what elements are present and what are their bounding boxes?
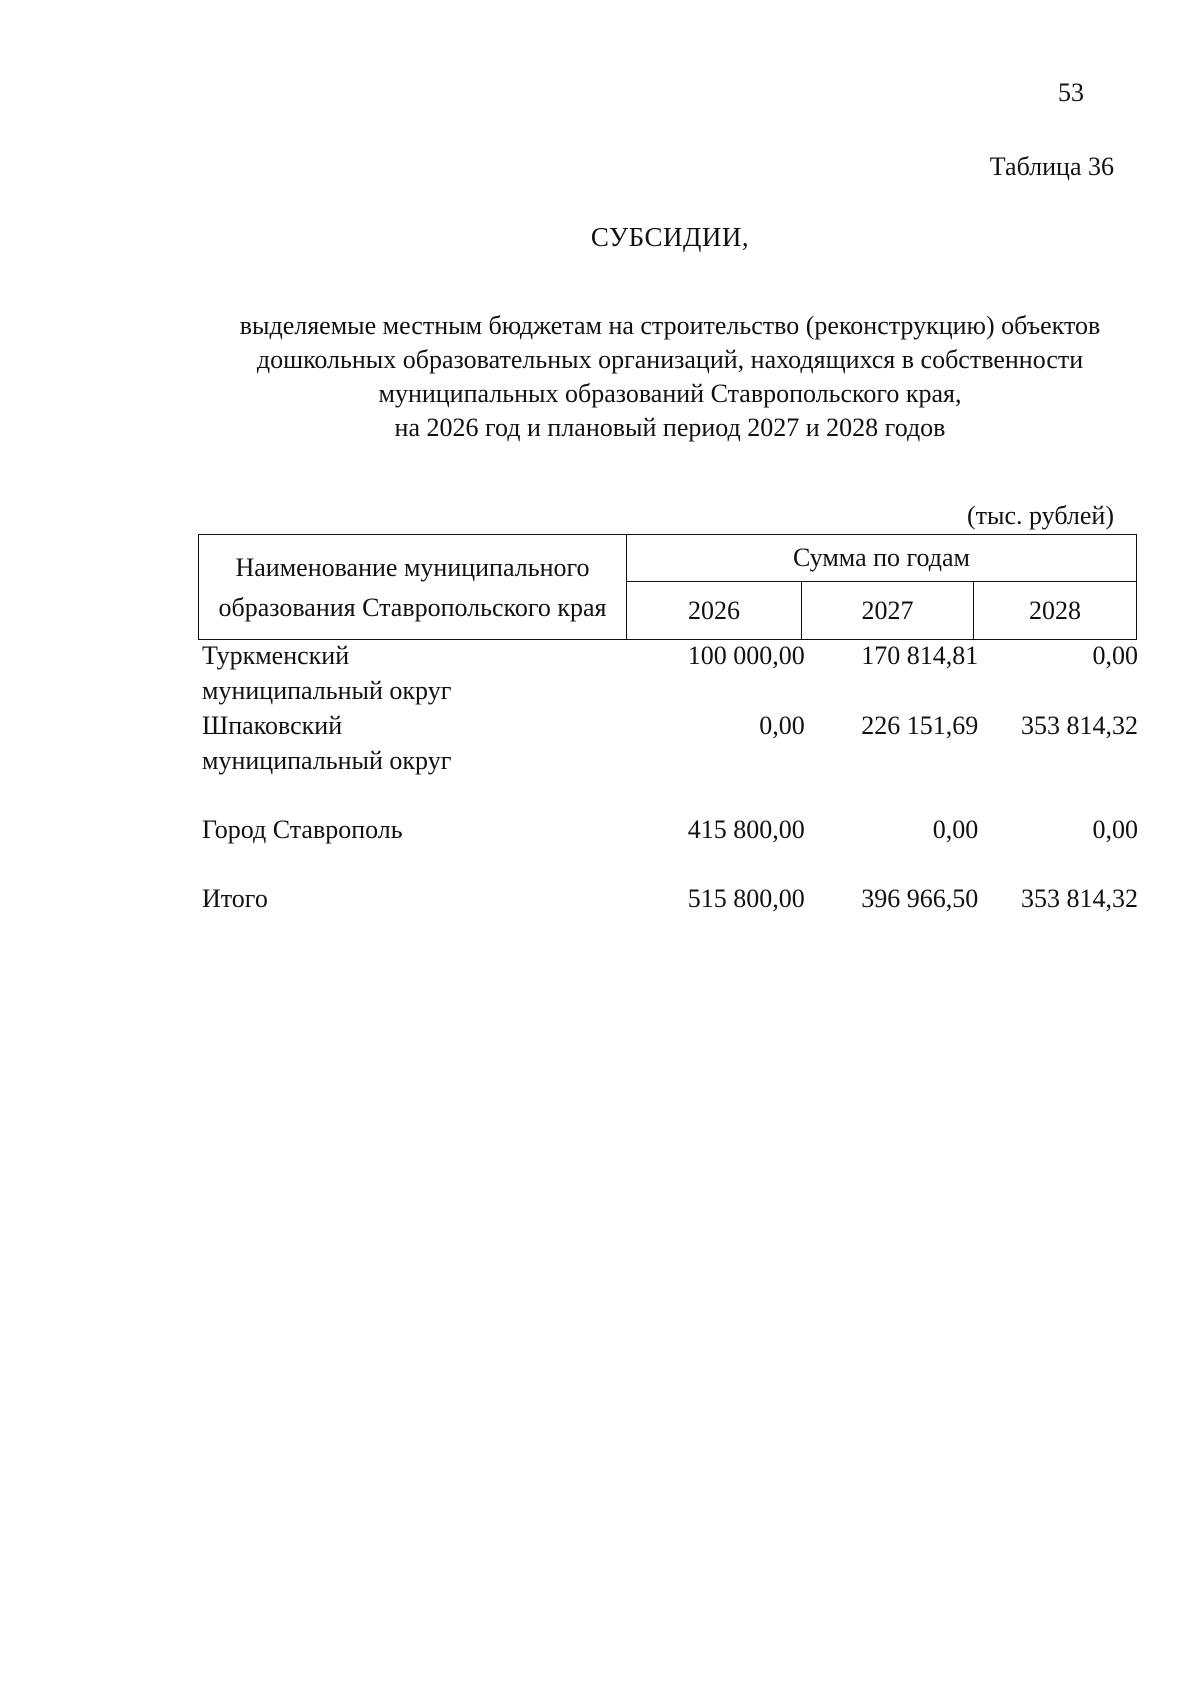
value-2027: 0,00	[932, 815, 979, 844]
table-label: Таблица 36	[989, 152, 1114, 181]
subtitle-line: выделяемые местным бюджетам на строительство (реконструкцию) объектов	[239, 311, 1101, 340]
year-header-2026: 2026	[627, 582, 802, 640]
value-2026: 100 000,00	[687, 641, 805, 670]
name-header-line: Наименование муниципального	[235, 553, 590, 582]
units-label: (тыс. рублей)	[966, 501, 1114, 530]
name-line: Город Ставрополь	[202, 815, 403, 844]
name-column-header	[199, 535, 627, 640]
year-header-2028: 2028	[974, 582, 1137, 640]
name-line: Итого	[202, 884, 268, 913]
row-spacer	[198, 847, 1138, 881]
value-2026: 0,00	[759, 711, 805, 740]
subtitle-line: муниципальных образований Ставропольского края,	[378, 379, 962, 408]
total-2026: 515 800,00	[687, 884, 805, 913]
table-row	[198, 708, 1138, 778]
municipality-name	[198, 708, 630, 778]
value-2028: 353 814,32	[1021, 711, 1138, 740]
table-row	[198, 812, 1138, 847]
name-line: муниципальный округ	[202, 676, 452, 705]
document-subtitle	[190, 309, 1150, 445]
table-body	[198, 638, 1138, 916]
value-2028: 0,00	[1092, 641, 1138, 670]
document-title: СУБСИДИИ,	[590, 222, 750, 252]
year-header-2027: 2027	[802, 582, 974, 640]
table-header	[198, 534, 1137, 640]
total-2028: 353 814,32	[1021, 884, 1138, 913]
name-line: Туркменский	[202, 641, 350, 670]
table-row-total	[198, 881, 1138, 916]
row-spacer	[198, 778, 1138, 812]
name-line: муниципальный округ	[202, 746, 452, 775]
name-header-line: образования Ставропольского края	[218, 593, 607, 622]
name-line: Шпаковский	[202, 711, 343, 740]
page-number: 53	[1058, 78, 1084, 107]
value-2028: 0,00	[1092, 815, 1138, 844]
value-2027: 170 814,81	[861, 641, 979, 670]
value-2027: 226 151,69	[861, 711, 979, 740]
total-label	[198, 881, 630, 916]
value-2026: 415 800,00	[687, 815, 805, 844]
total-2027: 396 966,50	[861, 884, 979, 913]
municipality-name	[198, 638, 630, 708]
table-row	[198, 638, 1138, 708]
subtitle-line: дошкольных образовательных организаций, находящихся в собственности	[256, 345, 1084, 374]
sum-by-years-header: Сумма по годам	[627, 535, 1137, 582]
municipality-name	[198, 812, 630, 847]
subtitle-line: на 2026 год и плановый период 2027 и 2028 годов	[394, 413, 946, 442]
